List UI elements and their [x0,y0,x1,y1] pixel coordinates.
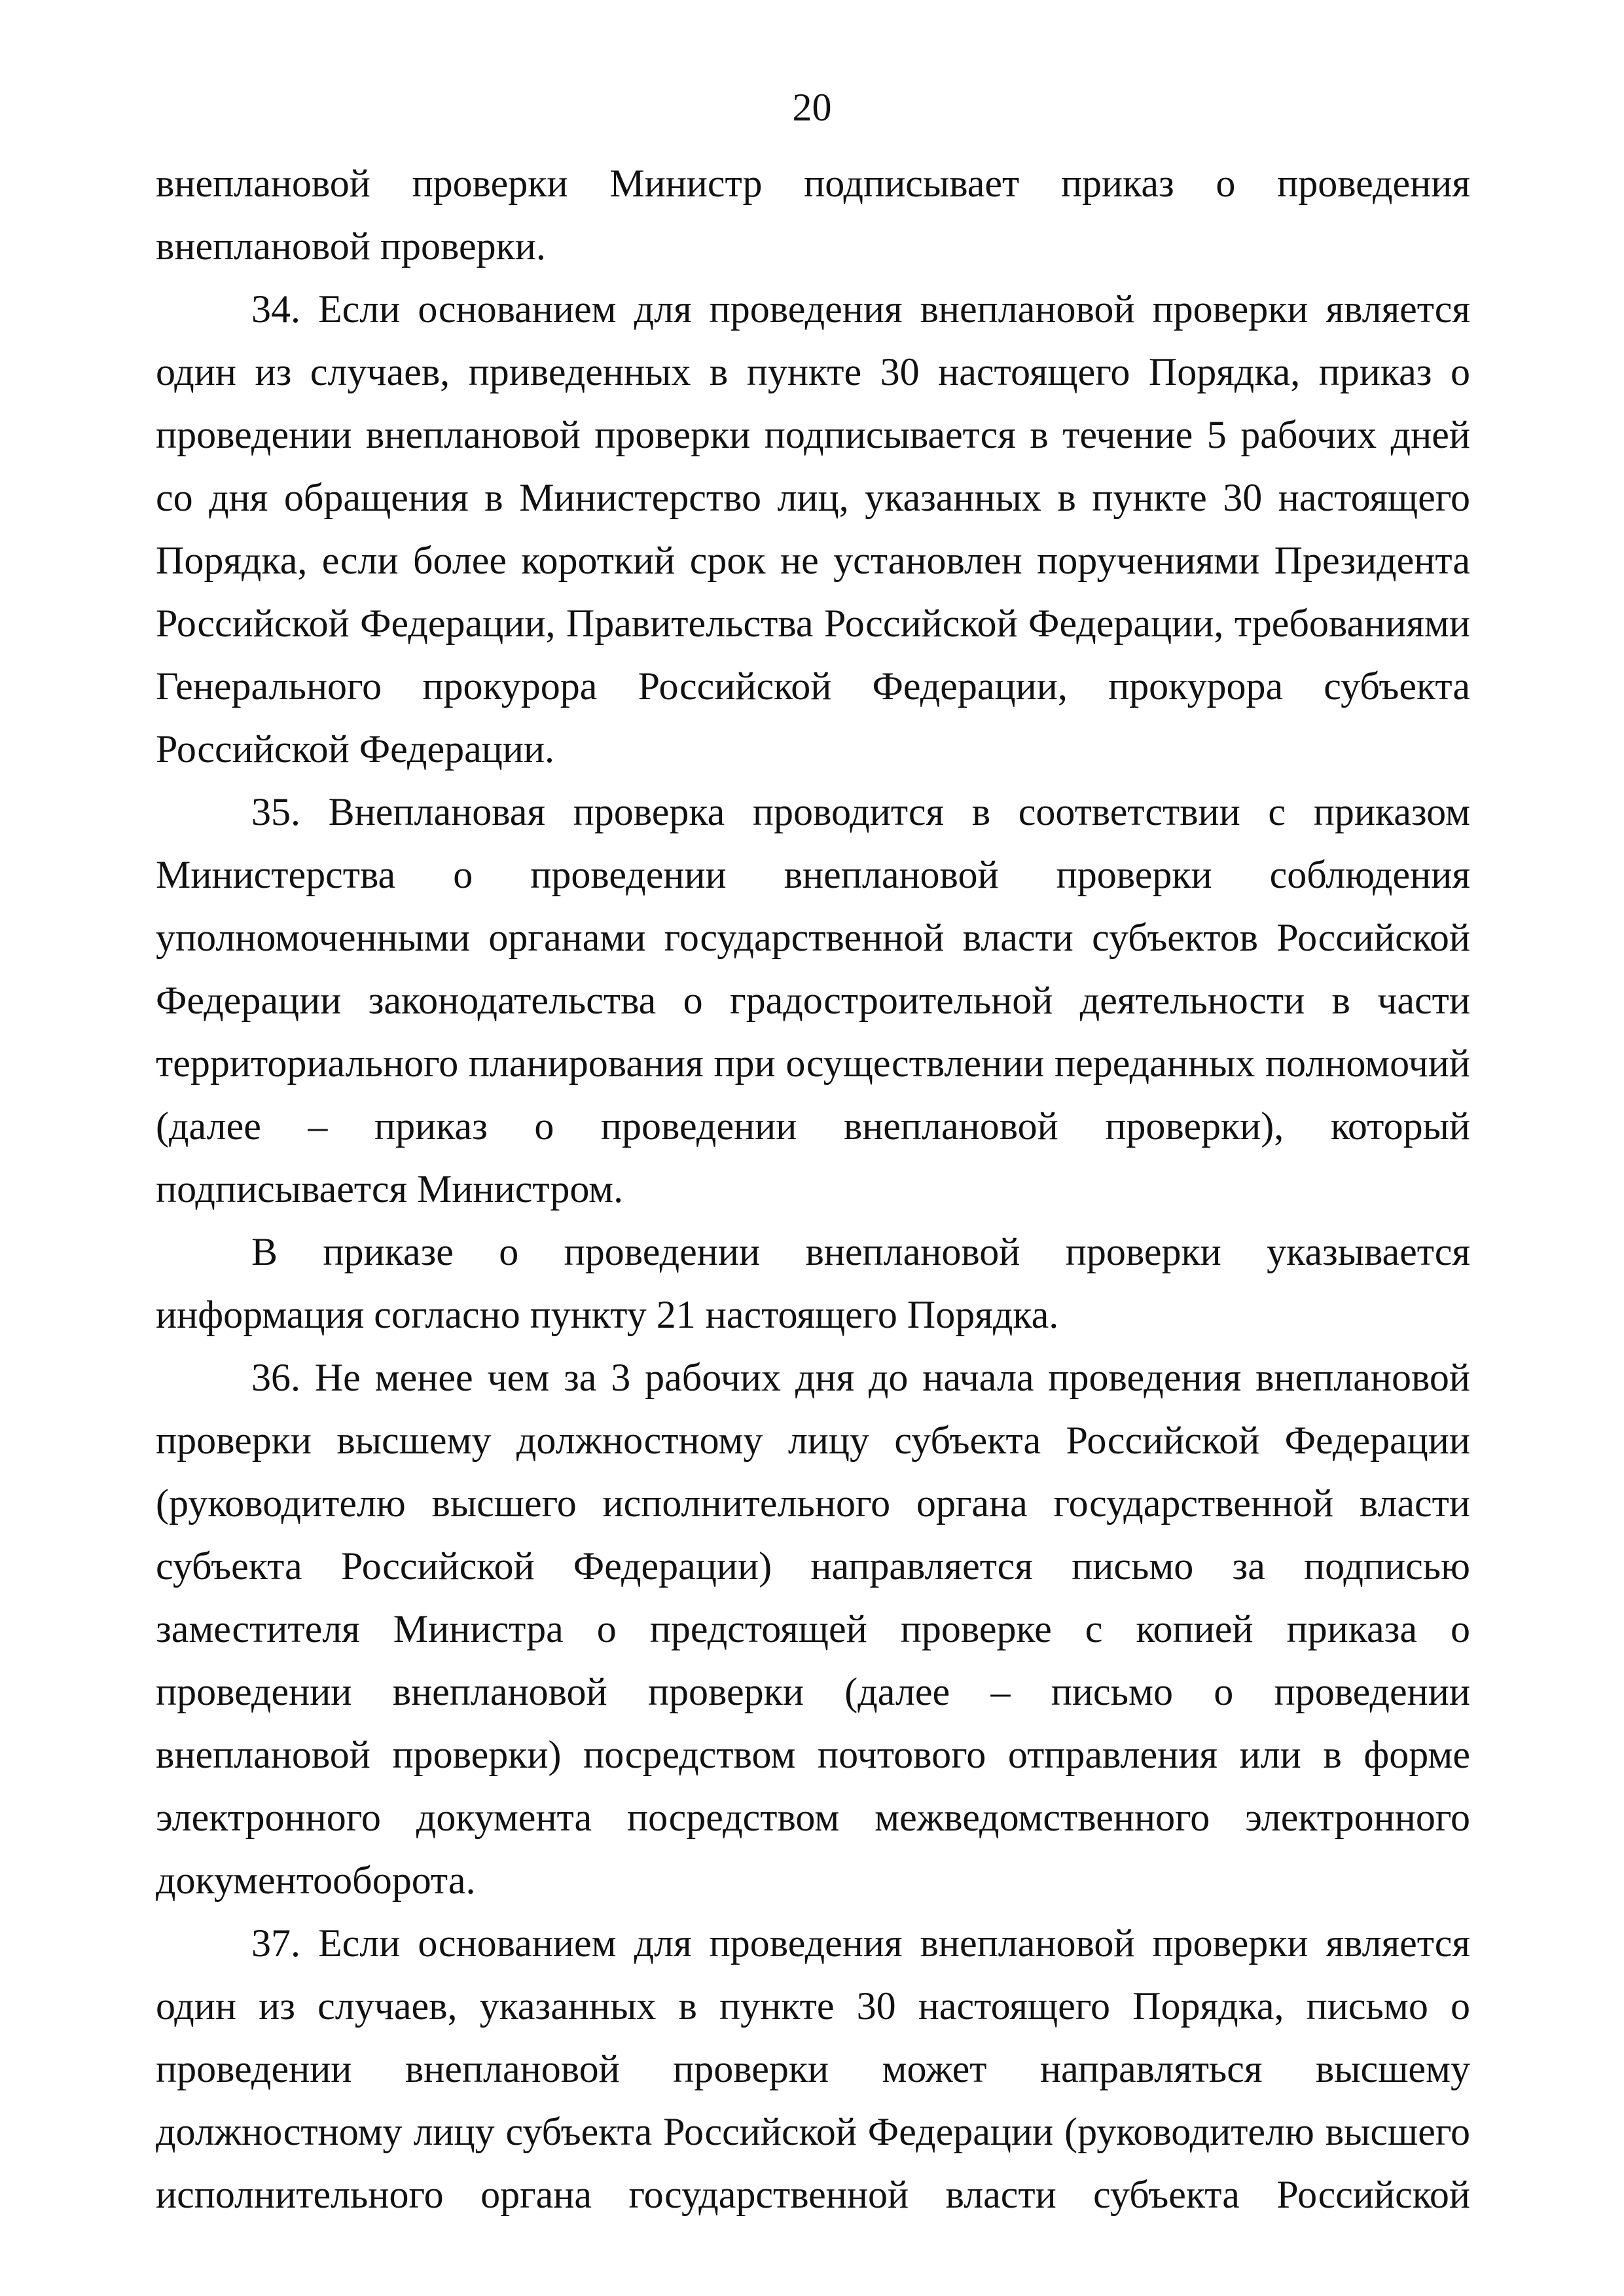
paragraph-35: 35. Внеплановая проверка проводится в соответствии с приказом Министерства о проведении внеплановой проверки соблюдения уполномоченными органами государственной власти субъектов Российской Федерации законодательства о градостроительной деятельности в части территориального планирования при осуществлении переданных полномочий (далее – приказ о проведении внеплановой проверки), который подписывается Министром. [156,790,1470,1211]
paragraph-36: 36. Не менее чем за 3 рабочих дня до начала проведения внеплановой проверки высшему должностному лицу субъекта Российской Федерации (руководителю высшего исполнительного органа государственной власти субъекта Российской Федерации) направляется письмо за подписью заместителя Министра о предстоящей проверке с копией приказа о проведении внеплановой проверки (далее – письмо о проведении внеплановой проверки) посредством почтового отправления или в форме электронного документа посредством межведомственного электронного документооборота. [156,1356,1470,1902]
paragraph-37: 37. Если основанием для проведения внеплановой проверки является один из случаев, указанных в пункте 30 настоящего Порядка, письмо о проведении внеплановой проверки может направляться высшему должностному лицу субъекта Российской Федерации (руководителю высшего исполнительного органа государственной власти субъекта Российской [156,1922,1470,2216]
paragraph-34: 34. Если основанием для проведения внеплановой проверки является один из случаев, приведенных в пункте 30 настоящего Порядка, приказ о проведении внеплановой проверки подписывается в течение 5 рабочих дней со дня обращения в Министерство лиц, указанных в пункте 30 настоящего Порядка, если более короткий срок не установлен поручениями Президента Российской Федерации, Правительства Российской Федерации, требованиями Генерального прокурора Российской Федерации, прокурора субъекта Российской Федерации. [156,287,1470,771]
page-body [156,152,1470,2226]
paragraph-continuation: внеплановой проверки Министр подписывает приказ о проведения внеплановой проверки. [156,162,1470,268]
page-number: 20 [792,86,832,129]
paragraph-35-order-info: В приказе о проведении внеплановой проверки указывается информация согласно пункту 21 настоящего Порядка. [156,1230,1470,1336]
